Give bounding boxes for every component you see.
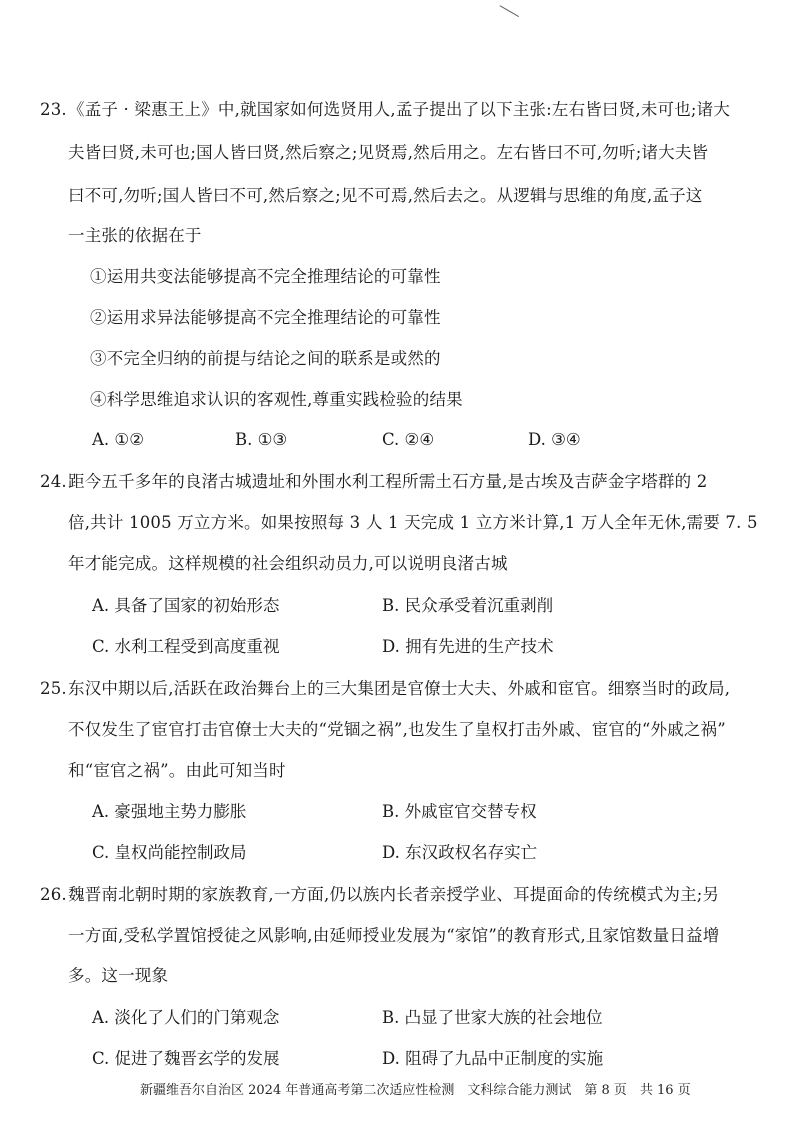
question-24-line-1: 距今五千多年的良渚古城遗址和外围水利工程所需土石方量,是古埃及吉萨金字塔群的 2 [68, 472, 708, 491]
question-26-line-1: 魏晋南北朝时期的家族教育,一方面,仍以族内长者亲授学业、耳提面命的传统模式为主;另 [68, 885, 720, 904]
option-24-a: A. 具备了国家的初始形态 [92, 596, 280, 615]
option-23-b: B. ①③ [235, 430, 288, 449]
option-26-b: B. 凸显了世家大族的社会地位 [382, 1008, 603, 1027]
option-23-a: A. ①② [92, 430, 144, 449]
question-23-line-3: 曰不可,勿听;国人皆曰不可,然后察之;见不可焉,然后去之。从逻辑与思维的角度,孟子这 [68, 186, 703, 205]
question-25-line-3: 和“宦官之祸”。由此可知当时 [68, 761, 286, 780]
option-25-b: B. 外戚宦官交替专权 [382, 802, 537, 821]
option-25-c: C. 皇权尚能控制政局 [92, 843, 247, 862]
page-footer: 新疆维吾尔自治区 2024 年普通高考第二次适应性检测 文科综合能力测试 第 8 页 共 16 页 [140, 1083, 691, 1098]
statement-3: ③不完全归纳的前提与结论之间的联系是或然的 [90, 349, 441, 368]
question-26-number: 26. [40, 885, 67, 904]
question-25-number: 25. [40, 679, 67, 698]
option-26-c: C. 促进了魏晋玄学的发展 [92, 1049, 280, 1068]
question-25-line-2: 不仅发生了宦官打击官僚士大夫的“党锢之祸”,也发生了皇权打击外戚、宦官的“外戚之祸” [68, 720, 726, 739]
statement-1: ①运用共变法能够提高不完全推理结论的可靠性 [90, 267, 441, 286]
option-26-a: A. 淡化了人们的门第观念 [92, 1008, 280, 1027]
option-23-d: D. ③④ [528, 430, 581, 449]
question-23-number: 23. [40, 100, 67, 119]
option-25-a: A. 豪强地主势力膨胀 [92, 802, 247, 821]
question-23-line-4: 一主张的依据在于 [68, 226, 202, 245]
option-24-c: C. 水利工程受到高度重视 [92, 637, 280, 656]
statement-4: ④科学思维追求认识的客观性,尊重实践检验的结果 [90, 390, 463, 409]
question-24-line-3: 年才能完成。这样规模的社会组织动员力,可以说明良渚古城 [68, 554, 508, 573]
statement-2: ②运用求异法能够提高不完全推理结论的可靠性 [90, 308, 441, 327]
option-25-d: D. 东汉政权名存实亡 [382, 843, 538, 862]
question-25-line-1: 东汉中期以后,活跃在政治舞台上的三大集团是官僚士大夫、外戚和宦官。细察当时的政局, [68, 679, 731, 698]
option-24-d: D. 拥有先进的生产技术 [382, 637, 554, 656]
question-24-line-2: 倍,共计 1005 万立方米。如果按照每 3 人 1 天完成 1 立方米计算,1 万人全年无休,需要 7. 5 [68, 513, 758, 532]
question-23-line-2: 夫皆曰贤,未可也;国人皆曰贤,然后察之;见贤焉,然后用之。左右皆曰不可,勿听;诸大夫皆 [68, 143, 709, 162]
option-26-d: D. 阻碍了九品中正制度的实施 [382, 1049, 604, 1068]
question-23-line-1: 《孟子 · 梁惠王上》中,就国家如何选贤用人,孟子提出了以下主张:左右皆曰贤,未可也;诸大 [68, 100, 731, 119]
question-24-number: 24. [40, 472, 67, 491]
scan-mark [500, 0, 523, 17]
option-24-b: B. 民众承受着沉重剥削 [382, 596, 554, 615]
question-26-line-3: 多。这一现象 [68, 966, 169, 985]
question-26-line-2: 一方面,受私学置馆授徒之风影响,由延师授业发展为“家馆”的教育形式,且家馆数量日益增 [68, 926, 720, 945]
option-23-c: C. ②④ [382, 430, 435, 449]
